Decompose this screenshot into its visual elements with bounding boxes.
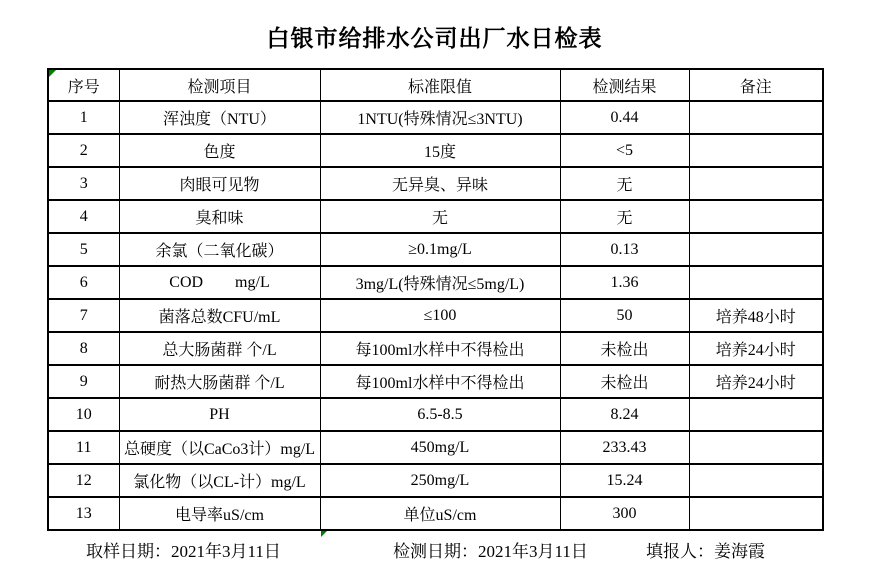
cell-result[interactable]: 未检出 — [560, 332, 689, 365]
table-row — [48, 200, 823, 233]
cell-item[interactable]: 浑浊度（NTU） — [119, 101, 320, 134]
cell-limit[interactable]: 15度 — [320, 134, 560, 167]
cell-item[interactable]: 总大肠菌群 个/L — [119, 332, 320, 365]
table-body — [48, 101, 823, 530]
cell-seq[interactable]: 1 — [48, 101, 119, 134]
header-limit[interactable]: 标准限值 — [320, 69, 560, 101]
cell-limit[interactable]: 单位uS/cm — [320, 497, 560, 530]
cell-remark[interactable]: 培养48小时 — [689, 299, 823, 332]
cell-limit[interactable]: ≤100 — [320, 299, 560, 332]
cell-result[interactable]: 300 — [560, 497, 689, 530]
cell-seq[interactable]: 3 — [48, 167, 119, 200]
cell-item[interactable]: 肉眼可见物 — [119, 167, 320, 200]
table-row — [48, 134, 823, 167]
cell-limit[interactable]: 无异臭、异味 — [320, 167, 560, 200]
cell-result[interactable]: 无 — [560, 167, 689, 200]
cell-item[interactable]: 余氯（二氧化碳） — [119, 233, 320, 266]
cell-seq[interactable]: 7 — [48, 299, 119, 332]
cell-item[interactable]: 耐热大肠菌群 个/L — [119, 365, 320, 398]
inspection-table — [47, 68, 824, 531]
table-row — [48, 464, 823, 497]
cell-result[interactable]: 0.44 — [560, 101, 689, 134]
cell-item[interactable]: 菌落总数CFU/mL — [119, 299, 320, 332]
table-header-row — [48, 69, 823, 101]
cell-result[interactable]: 未检出 — [560, 365, 689, 398]
table-row — [48, 299, 823, 332]
cell-limit[interactable]: 6.5-8.5 — [320, 398, 560, 431]
cell-seq[interactable]: 6 — [48, 266, 119, 299]
table-row — [48, 431, 823, 464]
cell-remark[interactable] — [689, 464, 823, 497]
cell-seq[interactable]: 5 — [48, 233, 119, 266]
cell-result[interactable]: 50 — [560, 299, 689, 332]
cell-limit[interactable]: 1NTU(特殊情况≤3NTU) — [320, 101, 560, 134]
table-row — [48, 167, 823, 200]
cell-remark[interactable]: 培养24小时 — [689, 332, 823, 365]
cell-remark[interactable] — [689, 167, 823, 200]
cell-result[interactable]: 233.43 — [560, 431, 689, 464]
cell-remark[interactable] — [689, 266, 823, 299]
cell-result[interactable]: 无 — [560, 200, 689, 233]
cell-seq[interactable]: 12 — [48, 464, 119, 497]
table-row — [48, 233, 823, 266]
cell-remark[interactable] — [689, 200, 823, 233]
cell-seq[interactable]: 8 — [48, 332, 119, 365]
testing-date-label: 检测日期：2021年3月11日 — [393, 542, 588, 561]
cell-remark[interactable] — [689, 134, 823, 167]
cell-remark[interactable]: 培养24小时 — [689, 365, 823, 398]
cell-remark[interactable] — [689, 101, 823, 134]
cell-limit[interactable]: 250mg/L — [320, 464, 560, 497]
header-item[interactable]: 检测项目 — [119, 69, 320, 101]
cell-seq[interactable]: 9 — [48, 365, 119, 398]
table-row — [48, 398, 823, 431]
header-seq[interactable]: 序号 — [48, 69, 119, 101]
cell-remark[interactable] — [689, 398, 823, 431]
cell-remark[interactable] — [689, 431, 823, 464]
cell-limit[interactable]: ≥0.1mg/L — [320, 233, 560, 266]
footer — [0, 537, 873, 561]
cell-item[interactable]: 氯化物（以CL-计）mg/L — [119, 464, 320, 497]
cell-limit[interactable]: 每100ml水样中不得检出 — [320, 332, 560, 365]
cell-seq[interactable]: 13 — [48, 497, 119, 530]
cell-remark[interactable] — [689, 497, 823, 530]
cell-item[interactable]: COD mg/L — [119, 266, 320, 299]
cell-item[interactable]: 电导率uS/cm — [119, 497, 320, 530]
table-row — [48, 332, 823, 365]
cell-item[interactable]: 总硬度（以CaCo3计）mg/L — [119, 431, 320, 464]
cell-result[interactable]: 1.36 — [560, 266, 689, 299]
cell-item[interactable]: 色度 — [119, 134, 320, 167]
header-remark[interactable]: 备注 — [689, 69, 823, 101]
cell-limit[interactable]: 450mg/L — [320, 431, 560, 464]
cell-remark[interactable] — [689, 233, 823, 266]
table-row — [48, 497, 823, 530]
cell-limit[interactable]: 3mg/L(特殊情况≤5mg/L) — [320, 266, 560, 299]
cell-seq[interactable]: 10 — [48, 398, 119, 431]
table-row — [48, 101, 823, 134]
cell-seq[interactable]: 11 — [48, 431, 119, 464]
reporter-label: 填报人：姜海霞 — [646, 542, 765, 561]
cell-result[interactable]: <5 — [560, 134, 689, 167]
page-title: 白银市给排水公司出厂水日检表 — [266, 26, 603, 51]
cell-seq[interactable]: 2 — [48, 134, 119, 167]
cell-result[interactable]: 8.24 — [560, 398, 689, 431]
cell-result[interactable]: 15.24 — [560, 464, 689, 497]
table-row — [48, 365, 823, 398]
cell-item[interactable]: 臭和味 — [119, 200, 320, 233]
cell-item[interactable]: PH — [119, 398, 320, 431]
sampling-date-label: 取样日期：2021年3月11日 — [86, 542, 281, 561]
table-row — [48, 266, 823, 299]
cell-seq[interactable]: 4 — [48, 200, 119, 233]
header-result[interactable]: 检测结果 — [560, 69, 689, 101]
cell-result[interactable]: 0.13 — [560, 233, 689, 266]
cell-limit[interactable]: 无 — [320, 200, 560, 233]
cell-limit[interactable]: 每100ml水样中不得检出 — [320, 365, 560, 398]
